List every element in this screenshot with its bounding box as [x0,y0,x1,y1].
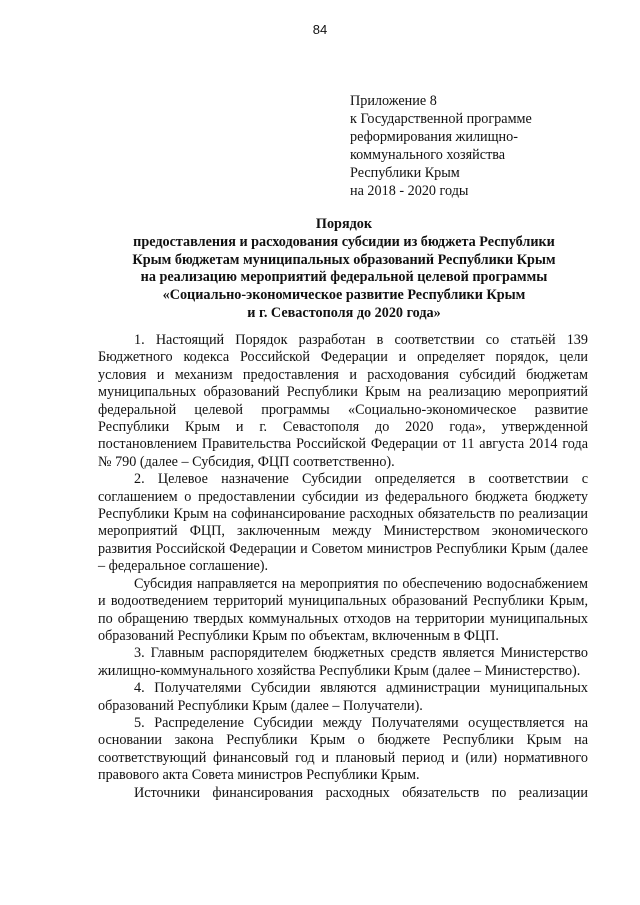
page-number: 84 [312,22,328,37]
title-line: Крым бюджетам муниципальных образований Республики Крым [132,251,556,268]
appendix-line: к Государственной программе [350,111,532,127]
appendix-line: реформирования жилищно- [350,129,518,145]
paragraph-3: 3. Главным распорядителем бюджетных средств является Министерство жилищно-коммунального хозяйства Республики Крым (далее – Министерство). [98,645,588,679]
paragraph-4: 4. Получателями Субсидии являются администрации муниципальных образований Республики Крым (далее – Получатели). [98,680,588,714]
appendix-line: коммунального хозяйства [350,147,506,163]
document-title [100,216,588,323]
title-line: Порядок [315,216,373,232]
paragraph-1: 1. Настоящий Порядок разработан в соответствии со статьёй 139 Бюджетного кодекса Российской Федерации и определяет порядок, цели условия и механизм предоставления и расходования субсидий бюджетам муниципальных образований Республики Крым на реализацию мероприятий федеральной целевой программы «Социально-экономическое развитие Республики Крым и г. Севастополя до 2020 года», утвержденной постановлением Правительства Российской Федерации от 11 августа 2014 года № 790 (далее – Субсидия, ФЦП соответственно). [98,332,588,470]
title-line: «Социально-экономическое развитие Республики Крым [162,287,526,304]
paragraph-5: 5. Распределение Субсидии между Получателями осуществляется на основании закона Республики Крым о бюджете Республики Крым на соответствующий финансовый год и плановый период и (или) нормативного правового акта Совета министров Республики Крым. [98,714,588,784]
document-body [98,332,588,802]
paragraph-2: 2. Целевое назначение Субсидии определяется в соответствии с соглашением о предоставлении субсидии из федерального бюджета бюджету Республики Крым на софинансирование расходных обязательств по реализации мероприятий ФЦП, заключенным между Министерством экономического развития Российской Федерации и Советом министров Республики Крым (далее – федеральное соглашение). [98,471,588,575]
paragraph-2-continued: Субсидия направляется на мероприятия по обеспечению водоснабжением и водоотведением территорий муниципальных образований Республики Крым, по обращению твердых коммунальных отходов на территории муниципальных образований Республики Крым по объектам, включенным в ФЦП. [98,575,588,644]
appendix-line: на 2018 - 2020 годы [350,183,469,199]
title-line: предоставления и расходования субсидии из бюджета Республики [133,233,555,250]
appendix-header [350,92,610,200]
title-line: и г. Севастополя до 2020 года» [247,304,441,321]
title-line: на реализацию мероприятий федеральной целевой программы [140,269,548,286]
appendix-line: Республики Крым [350,165,460,181]
appendix-line: Приложение 8 [350,93,437,109]
paragraph-6: Источники финансирования расходных обязательств по реализации [134,784,588,801]
